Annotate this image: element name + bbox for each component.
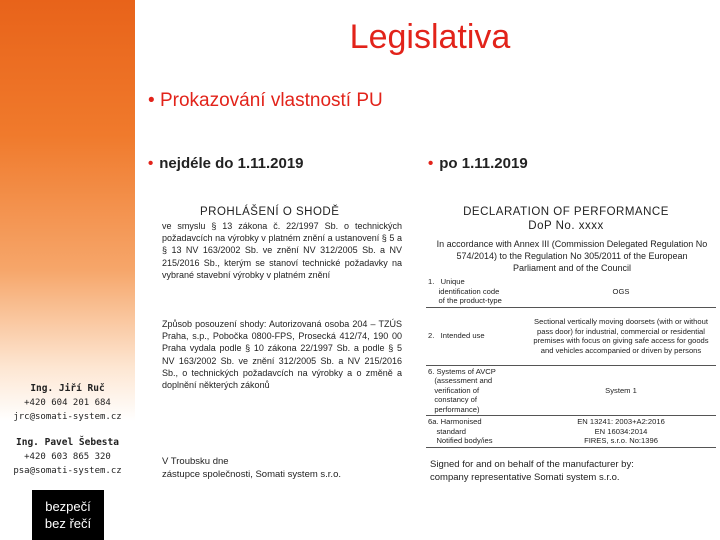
left-column-heading: • nejdéle do 1.11.2019	[148, 155, 304, 172]
contact-name: Ing. Pavel Šebesta	[16, 437, 119, 448]
left-heading-text: nejdéle do 1.11.2019	[159, 155, 304, 172]
table-row	[426, 365, 716, 416]
dop-table	[426, 276, 716, 448]
row-label: 6a. Harmonised standard Notified body/ies	[426, 416, 526, 448]
row-value: System 1	[526, 365, 716, 416]
dop-title: DECLARATION OF PERFORMANCE DoP No. xxxx	[463, 206, 669, 232]
row-label: 6. Systems of AVCP (assessment and verification of constancy of performance)	[426, 365, 526, 416]
main-bullet-text: Prokazování vlastností PU	[159, 90, 383, 111]
contact-email[interactable]: psa@somati-system.cz	[13, 466, 122, 476]
row-value: EN 13241: 2003+A2:2016 EN 16034:2014 FIRES, s.r.o. No:1396	[526, 416, 716, 448]
contact-email[interactable]: jrc@somati-system.cz	[13, 412, 122, 422]
declaration-of-conformity-title: PROHLÁŠENÍ O SHODĚ	[200, 206, 340, 218]
main-bullet: • Prokazování vlastností PU	[148, 90, 383, 111]
assessment-text: Způsob posouzení shody: Autorizovaná osoba 204 – TZÚS Praha, s.p., Pobočka 0800-FPS, Prosecká 412/74, 190 00 Praha vydala podle § 10 zákona 22/1997 Sb. a podle § 5 NV 163/2002 Sb. ve znění 312/2005 Sb. a NV 215/2016 Sb., o technických požadavcích na výrobky a o změně a doplnění některých zákonů	[162, 319, 402, 391]
contact-block	[0, 436, 135, 478]
row-label: 1. Unique identification code of the product-type	[426, 276, 526, 307]
left-signature: V Troubsku dne zástupce společnosti, Somati system s.r.o.	[162, 456, 341, 480]
contact-phone: +420 604 201 684	[24, 398, 111, 408]
contact-name: Ing. Jiří Ruč	[30, 383, 105, 394]
row-value: Sectional vertically moving doorsets (with or without pass door) for industrial, commercial or residential premises with focus on giving safe access for goods and vehicles accompanied or driven by persons	[526, 307, 716, 365]
row-value: OGS	[526, 276, 716, 307]
right-heading-text: po 1.11.2019	[439, 155, 528, 172]
page-title: Legislativa	[349, 18, 511, 56]
left-intro-text: ve smyslu § 13 zákona č. 22/1997 Sb. o technických požadavcích na výrobky v platném znění a ustanovení § 5 a § 13 NV 163/2002 Sb. ve znění NV 312/2005 Sb. a NV 215/2016 Sb., kterým se stanoví technické požadavky na vybrané stavební výrobky v platném znění	[162, 221, 402, 280]
contact-phone: +420 603 865 320	[24, 452, 111, 462]
right-signature: Signed for and on behalf of the manufacturer by: company representative Somati system s.r.o.	[430, 459, 634, 483]
row-label: 2. Intended use	[426, 307, 526, 365]
contact-block	[0, 382, 135, 424]
right-intro-text: In accordance with Annex III (Commission Delegated Regulation No 574/2014) to the Regulation No 305/2011 of the European Parliament and of the Council	[436, 239, 708, 274]
table-row	[426, 307, 716, 365]
right-column-heading: • po 1.11.2019	[428, 155, 528, 172]
table-row	[426, 416, 716, 448]
table-row	[426, 276, 716, 307]
slogan-badge: bezpečí bez řečí	[32, 490, 104, 540]
